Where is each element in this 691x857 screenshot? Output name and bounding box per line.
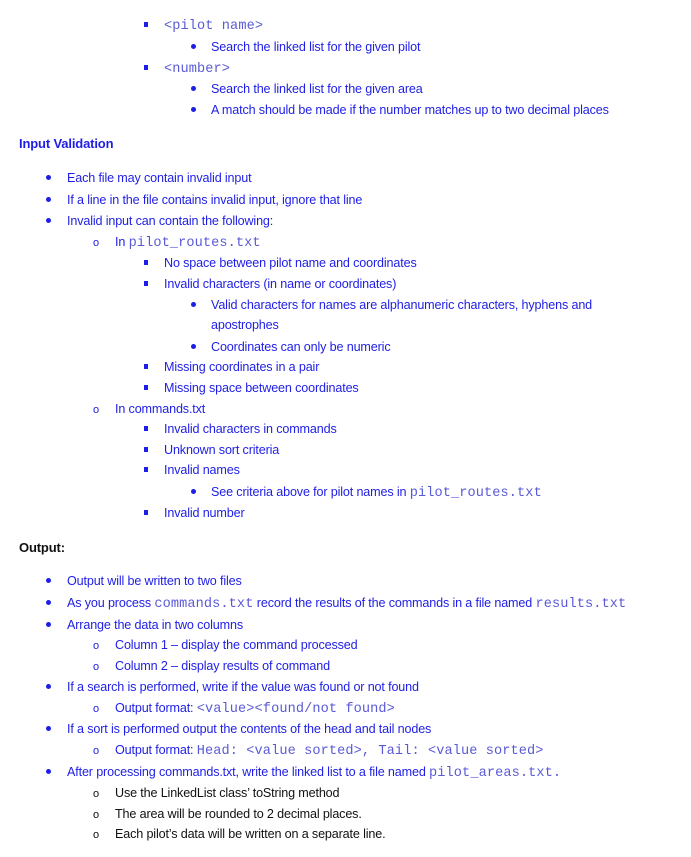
- bullet-dot-icon: [41, 168, 55, 188]
- text-run: Unknown sort criteria: [164, 443, 280, 457]
- bullet-circle-icon: o: [93, 829, 99, 841]
- text-run: See criteria above for pilot names in: [211, 485, 410, 499]
- text-run: Output will be written to two files: [67, 574, 242, 588]
- bullet-square-icon: [139, 274, 153, 294]
- list-item-text: [211, 100, 609, 120]
- bullet-circle-icon: o: [93, 237, 99, 249]
- list-item-text: [115, 698, 395, 720]
- list-item-text: [115, 740, 544, 762]
- text-run: Invalid characters (in name or coordinates): [164, 277, 397, 291]
- text-run: No space between pilot name and coordinates: [164, 256, 417, 270]
- text-run: Missing coordinates in a pair: [164, 360, 320, 374]
- text-run: Arrange the data in two columns: [67, 618, 243, 632]
- text-run: Input Validation: [19, 136, 114, 151]
- code-text: commands.txt: [154, 597, 254, 612]
- list-item-text: [19, 134, 113, 154]
- list-item-text: [115, 635, 358, 655]
- bullet-square-icon: [139, 253, 153, 273]
- list-item-text: [19, 538, 65, 558]
- bullet-square-icon: [139, 440, 153, 460]
- bullet-square-icon: [139, 378, 153, 398]
- code-text: pilot_areas.txt.: [429, 766, 562, 781]
- code-text: pilot_routes.txt: [128, 236, 261, 251]
- bullet-dot-icon: [186, 337, 200, 357]
- list-item-text: [164, 440, 279, 460]
- bullet-circle-icon: o: [93, 661, 99, 673]
- bullet-dot-icon: [41, 593, 55, 613]
- text-run: Search the linked list for the given area: [211, 82, 423, 96]
- text-run: Search the linked list for the given pilot: [211, 40, 421, 54]
- list-item-text: [164, 15, 263, 37]
- text-run: Output:: [19, 540, 65, 555]
- text-run: Use the LinkedList class’ toString method: [115, 786, 340, 800]
- bullet-dot-icon: [41, 571, 55, 591]
- list-item-text: [67, 211, 273, 231]
- bullet-circle-icon: o: [93, 703, 99, 715]
- bullet-dot-icon: [41, 615, 55, 635]
- list-item-text: [211, 337, 390, 357]
- bullet-circle-icon: o: [93, 788, 99, 800]
- list-item-text: [67, 677, 419, 697]
- bullet-dot-icon: [186, 37, 200, 57]
- bullet-square-icon: [139, 460, 153, 480]
- bullet-square-icon: [139, 357, 153, 377]
- list-item-text: [164, 253, 417, 273]
- code-text: results.txt: [535, 597, 627, 612]
- bullet-circle-icon: o: [93, 809, 99, 821]
- text-run: If a line in the file contains invalid input, ignore that line: [67, 193, 363, 207]
- list-item-text: [164, 460, 240, 480]
- code-text: <pilot name>: [164, 19, 264, 34]
- list-item-text: [211, 37, 420, 57]
- bullet-circle-icon: o: [93, 404, 99, 416]
- text-run: After processing commands.txt, write the linked list to a file named: [67, 765, 430, 779]
- code-text: <number>: [164, 62, 231, 77]
- list-item-text: [115, 824, 385, 844]
- text-run: Invalid characters in commands: [164, 422, 337, 436]
- bullet-dot-icon: [186, 100, 200, 120]
- bullet-dot-icon: [41, 677, 55, 697]
- bullet-circle-icon: o: [93, 640, 99, 652]
- text-run: apostrophes: [211, 318, 279, 332]
- list-item-text: [164, 419, 337, 439]
- list-item-text: [164, 378, 359, 398]
- code-text: pilot_routes.txt: [409, 486, 542, 501]
- text-run: The area will be rounded to 2 decimal places.: [115, 807, 362, 821]
- text-run: Output format:: [115, 743, 197, 757]
- list-item-text: [211, 482, 542, 504]
- code-text: <value><found/not found>: [196, 702, 395, 717]
- bullet-circle-icon: o: [93, 745, 99, 757]
- bullet-dot-icon: [186, 79, 200, 99]
- bullet-square-icon: [139, 58, 153, 78]
- text-run: Invalid number: [164, 506, 245, 520]
- text-run: In commands.txt: [115, 402, 206, 416]
- text-run: Invalid names: [164, 463, 240, 477]
- list-item-text: [211, 315, 279, 335]
- code-text: Head: <value sorted>, Tail: <value sorted>: [196, 744, 544, 759]
- bullet-dot-icon: [186, 482, 200, 502]
- text-run: If a search is performed, write if the value was found or not found: [67, 680, 419, 694]
- list-item-text: [67, 615, 243, 635]
- text-run: As you process: [67, 596, 155, 610]
- text-run: In: [115, 235, 129, 249]
- bullet-dot-icon: [186, 295, 200, 315]
- text-run: If a sort is performed output the contents of the head and tail nodes: [67, 722, 432, 736]
- bullet-dot-icon: [41, 211, 55, 231]
- list-item-text: [67, 762, 561, 784]
- list-item-text: [115, 804, 362, 824]
- bullet-square-icon: [139, 15, 153, 35]
- list-item-text: [115, 232, 261, 254]
- list-item-text: [115, 399, 205, 419]
- bullet-square-icon: [139, 419, 153, 439]
- text-run: record the results of the commands in a file named: [253, 596, 536, 610]
- text-run: Invalid input can contain the following:: [67, 214, 274, 228]
- text-run: Each file may contain invalid input: [67, 171, 252, 185]
- list-item-text: [164, 58, 230, 80]
- list-item-text: [164, 503, 245, 523]
- list-item-text: [67, 168, 251, 188]
- text-run: Valid characters for names are alphanumeric characters, hyphens and: [211, 298, 593, 312]
- text-run: Output format:: [115, 701, 197, 715]
- text-run: Missing space between coordinates: [164, 381, 359, 395]
- text-run: Each pilot’s data will be written on a separate line.: [115, 827, 386, 841]
- bullet-square-icon: [139, 503, 153, 523]
- list-item-text: [115, 656, 330, 676]
- list-item-text: [115, 783, 339, 803]
- list-item-text: [67, 190, 362, 210]
- bullet-dot-icon: [41, 190, 55, 210]
- list-item-text: [211, 79, 423, 99]
- list-item-text: [164, 357, 319, 377]
- list-item-text: [211, 295, 592, 315]
- list-item-text: [67, 719, 431, 739]
- text-run: Column 1 – display the command processed: [115, 638, 358, 652]
- text-run: Coordinates can only be numeric: [211, 340, 391, 354]
- bullet-dot-icon: [41, 762, 55, 782]
- bullet-dot-icon: [41, 719, 55, 739]
- list-item-text: [164, 274, 396, 294]
- text-run: Column 2 – display results of command: [115, 659, 330, 673]
- list-item-text: [67, 593, 626, 615]
- list-item-text: [67, 571, 242, 591]
- text-run: A match should be made if the number matches up to two decimal places: [211, 103, 609, 117]
